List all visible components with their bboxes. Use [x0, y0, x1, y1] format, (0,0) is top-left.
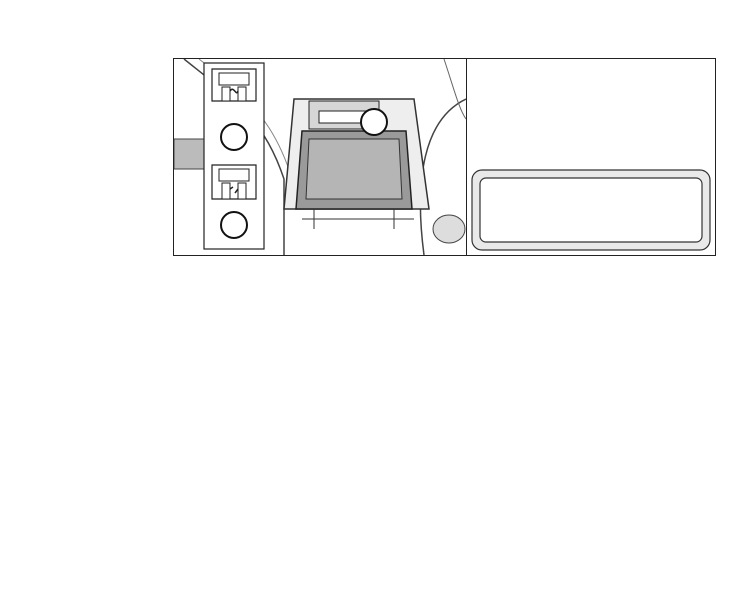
callout-3-icon — [221, 212, 247, 238]
instructions-body — [20, 348, 720, 352]
good-fuse-icon — [212, 69, 256, 101]
callout-2-icon — [221, 124, 247, 150]
fuse-figure — [173, 58, 716, 256]
section-header — [20, 59, 26, 73]
figure-caption — [34, 265, 70, 280]
blown-fuse-icon — [212, 165, 256, 199]
callout-1-icon — [361, 109, 387, 135]
fuse-box-diagram — [471, 169, 711, 255]
battery-compartment-illustration — [174, 59, 467, 255]
